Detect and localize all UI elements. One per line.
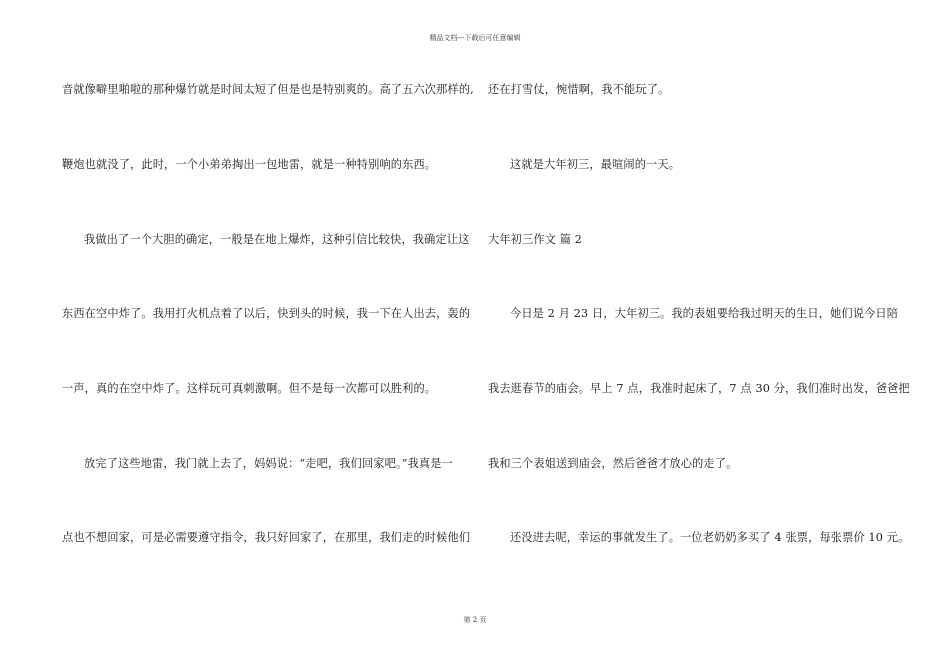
text-line: 放完了这些地雷，我门就上去了，妈妈说：“走吧，我们回家吧。”我真是一 [84,457,453,470]
text-line: 一声，真的在空中炸了。这样玩可真刺激啊。但不是每一次都可以胜利的。 [62,382,437,395]
text-line: 鞭炮也就没了，此时，一个小弟弟掏出一包地雷，就是一种特别响的东西。 [62,158,437,171]
text-line: 东西在空中炸了。我用打火机点着了以后，快到头的时候，我一下在人出去，轰的 [62,307,471,320]
text-line: 还在打雪仗，惋惜啊，我不能玩了。 [488,83,670,96]
text-line: 今日是 2 月 23 日，大年初三。我的表姐要给我过明天的生日，她们说今日陪 [510,307,899,320]
text-line: 我去逛春节的庙会。早上 7 点，我准时起床了，7 点 30 分，我们准时出发，爸爸把 [488,382,910,395]
text-line: 还没进去呢，幸运的事就发生了。一位老奶奶多买了 4 张票，每张票价 10 元。 [510,531,910,544]
text-line: 我和三个表姐送到庙会，然后爸爸才放心的走了。 [488,457,738,470]
page-header: 精品文档---下载后可任意编辑 [429,34,521,42]
page-footer: 第 2 页 [463,616,487,624]
text-line: 音就像噼里啪啦的那种爆竹就是时间太短了但是也是特别爽的。高了五六次那样的, [62,83,474,96]
text-line: 点也不想回家，可是必需要遵守指令，我只好回家了，在那里，我们走的时候他们 [62,531,471,544]
text-line: 我做出了一个大胆的确定，一般是在地上爆炸，这种引信比较快，我确定让这 [84,233,470,246]
section-heading: 大年初三作文 篇 2 [488,233,583,246]
text-line: 这就是大年初三，最喧闹的一天。 [510,158,681,171]
